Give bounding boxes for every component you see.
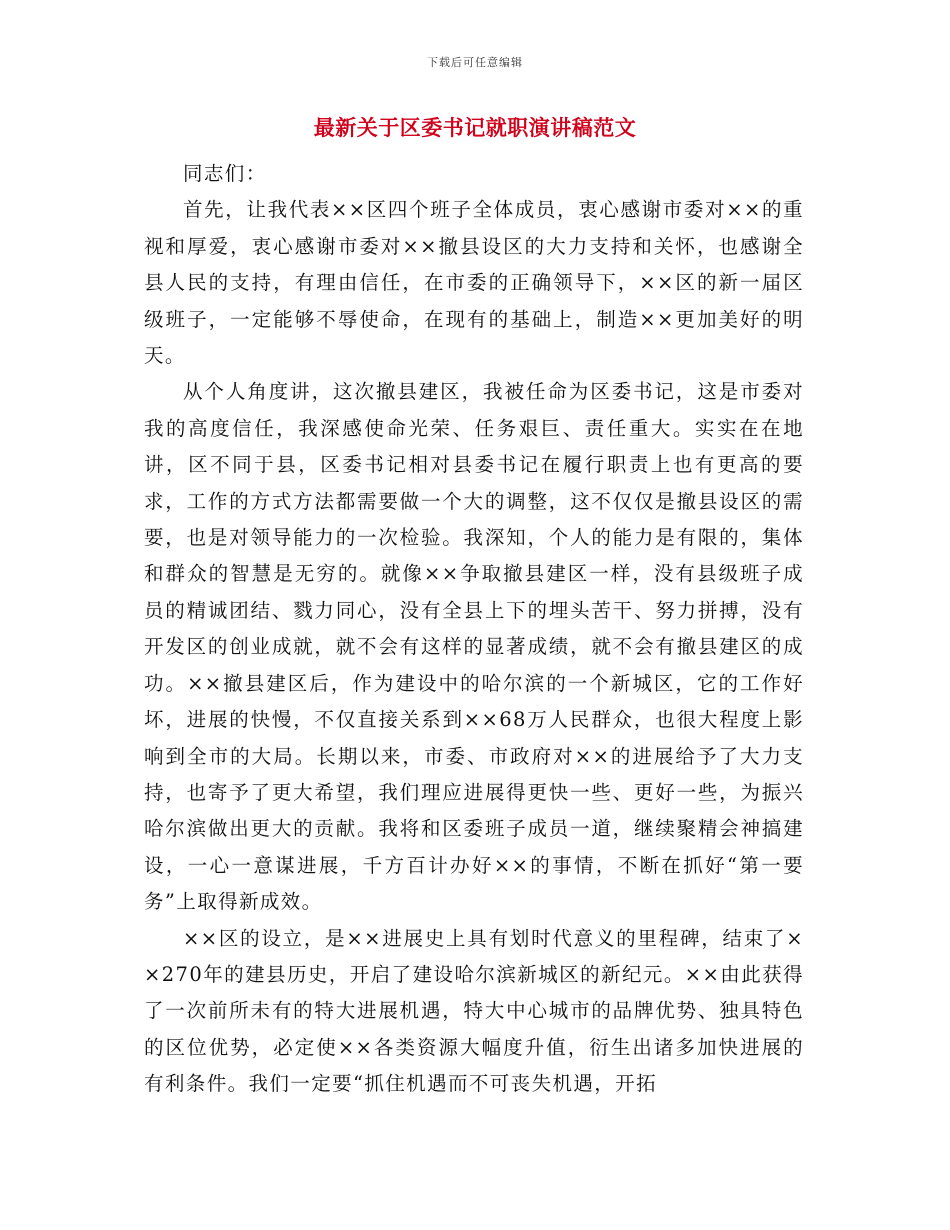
- page-header-note: 下载后可任意编辑: [427, 56, 523, 69]
- document-title: 最新关于区委书记就职演讲稿范文: [313, 116, 637, 140]
- document-body: [144, 156, 804, 1103]
- salutation: 同志们：: [183, 162, 267, 185]
- paragraph-2: 从个人角度讲，这次撤县建区，我被任命为区委书记，这是市委对我的高度信任，我深感使命光荣、任务艰巨、责任重大。实实在在地讲，区不同于县，区委书记相对县委书记在履行职责上也有更高的要求，工作的方式方法都需要做一个大的调整，这不仅仅是撤县设区的需要，也是对领导能力的一次检验。我深知，个人的能力是有限的，集体和群众的智慧是无穷的。就像××争取撤县建区一样，没有县级班子成员的精诚团结、戮力同心，没有全县上下的埋头苦干、努力拼搏，没有开发区的创业成就，就不会有这样的显著成绩，就不会有撤县建区的成功。××撤县建区后，作为建设中的哈尔滨的一个新城区，它的工作好坏，进展的快慢，不仅直接关系到××68万人民群众，也很大程度上影响到全市的大局。长期以来，市委、市政府对××的进展给予了大力支持，也寄予了更大希望，我们理应进展得更快一些、更好一些，为振兴哈尔滨做出更大的贡献。我将和区委班子成员一道，继续聚精会神搞建设，一心一意谋进展，千方百计办好××的事情，不断在抓好“第一要务”上取得新成效。: [144, 380, 804, 914]
- paragraph-1: 首先，让我代表××区四个班子全体成员，衷心感谢市委对××的重视和厚爱，衷心感谢市委对××撤县设区的大力支持和关怀，也感谢全县人民的支持，有理由信任，在市委的正确领导下，××区的新一届区级班子，一定能够不辱使命，在现有的基础上，制造××更加美好的明天。: [144, 198, 804, 368]
- paragraph-3: ××区的设立，是××进展史上具有划时代意义的里程碑，结束了××270年的建县历史，开启了建设哈尔滨新城区的新纪元。××由此获得了一次前所未有的特大进展机遇，特大中心城市的品牌优势、独具特色的区位优势，必定使××各类资源大幅度升值，衍生出诸多加快进展的有利条件。我们一定要“抓住机遇而不可丧失机遇，开拓: [144, 926, 804, 1096]
